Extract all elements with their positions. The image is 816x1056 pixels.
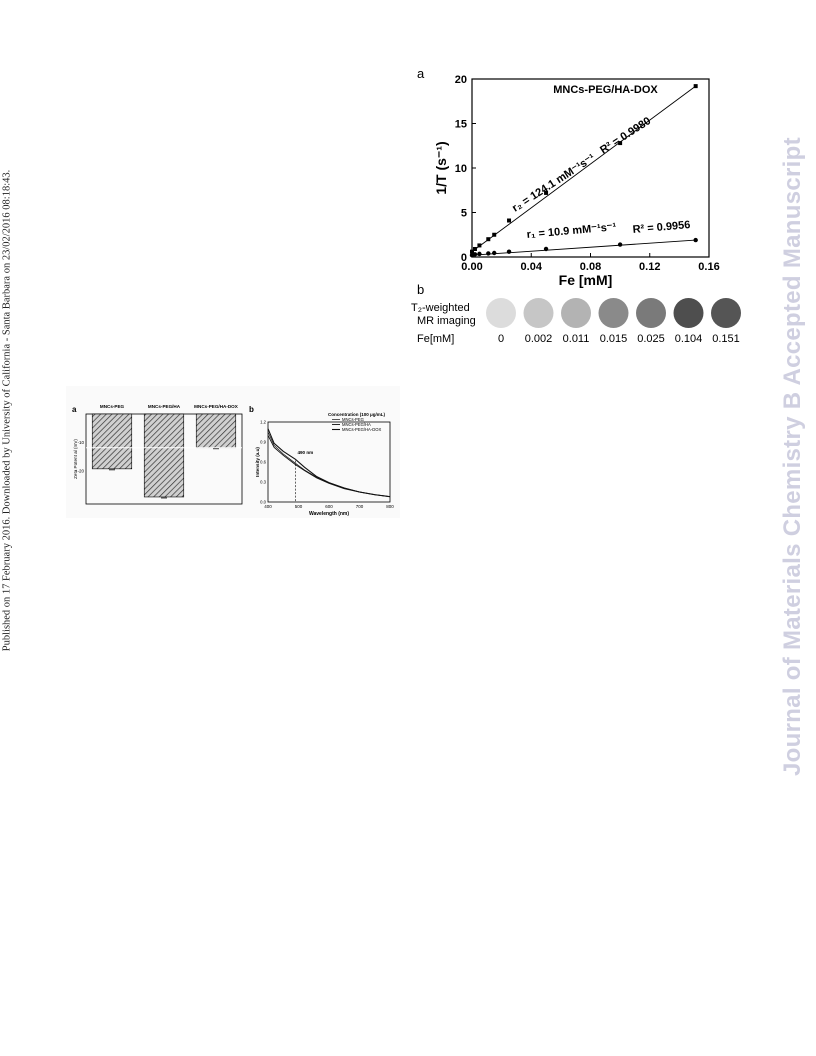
data-point-r1 (618, 242, 622, 246)
zeta-bar (92, 414, 132, 469)
x-tick-label: 0.04 (520, 261, 542, 273)
uv-x-tick-label: 700 (355, 504, 364, 509)
uv-x-axis-title: Wavelength (nm) (308, 511, 350, 517)
r1-annotation: r₁ = 10.9 mM⁻¹s⁻¹ (526, 221, 617, 241)
bottom-panel-a-label: a (72, 405, 77, 414)
swatch-fe-value: 0.011 (562, 333, 590, 345)
x-tick-label: 0.16 (698, 261, 720, 273)
uv-legend-title: Concentration (100 μg/mL) (328, 412, 386, 417)
y-tick-label: 15 (454, 118, 467, 131)
swatch-fe-value: 0.002 (524, 333, 553, 345)
data-point-r2 (694, 84, 698, 88)
data-point-r1 (473, 252, 477, 256)
bar-category-label: MNCs-PEG/HA-DOX (194, 404, 238, 409)
uv-y-tick-label: 0.6 (260, 459, 266, 465)
r2-r-squared: R² = 0.9980 (598, 114, 654, 157)
uv-x-tick-label: 500 (294, 504, 303, 509)
mr-swatch (674, 298, 704, 328)
data-point-r1 (544, 247, 548, 251)
data-point-r1 (492, 251, 496, 255)
x-axis-title: Fe [mM] (558, 272, 613, 288)
x-tick-label: 0.00 (461, 261, 483, 273)
data-point-r1 (486, 251, 490, 255)
relaxivity-figure (405, 60, 745, 360)
r1-r-squared: R² = 0.9956 (632, 218, 691, 236)
mr-imaging-label: MR imaging (417, 315, 476, 327)
swatch-fe-value: 0.104 (674, 333, 703, 345)
uv-legend-entry: MNCs-PEG/HA-DOX (342, 427, 382, 432)
relaxivity-chart (405, 60, 745, 360)
zeta-bar (144, 414, 184, 497)
uv-y-axis-title: Intensity (a.u) (255, 447, 260, 477)
mr-swatch (711, 298, 741, 328)
uv-y-tick-label: 0.9 (260, 439, 266, 445)
uv-490-annotation: 490 nm (297, 450, 314, 455)
bar-category-label: MNCs-PEG/HA (147, 404, 181, 409)
y-tick-label: 20 (454, 74, 467, 86)
data-point-r2 (486, 237, 490, 241)
swatch-fe-value: 0.015 (599, 333, 628, 345)
data-point-r2 (492, 233, 496, 237)
fe-mm-label: Fe[mM] (417, 333, 455, 345)
data-point-r1 (477, 252, 481, 256)
swatch-fe-value: 0.151 (712, 333, 740, 345)
uv-y-tick-label: 0.3 (260, 479, 266, 485)
data-point-r2 (507, 219, 511, 223)
mr-swatch (524, 298, 554, 328)
zeta-bar (196, 414, 236, 448)
uv-legend-entry: MNCs-PEG/HA (342, 422, 371, 427)
data-point-r2 (477, 243, 481, 247)
x-tick-label: 0.08 (579, 261, 602, 273)
y-tick-label: 10 (454, 163, 467, 175)
zeta-uv-figure (66, 386, 400, 518)
r2-annotation: r₂ = 124.1 mM⁻¹s⁻¹ (510, 152, 598, 215)
mr-swatch (561, 298, 591, 328)
y-tick-label: 0 (460, 252, 467, 264)
t2-weighted-label: T₂-weighted (411, 302, 470, 314)
uv-y-tick-label: 1.2 (260, 419, 266, 425)
bar-y-tick-label: -20 (77, 468, 84, 474)
uv-legend-entry: MNCs-PEG (342, 417, 364, 422)
bar-y-axis-title: Zeta Potent al (mV) (73, 439, 78, 479)
x-tick-label: 0.12 (639, 261, 661, 273)
bar-y-tick-label: -10 (77, 440, 84, 446)
bottom-panel-b-label: b (249, 405, 254, 414)
uv-x-tick-label: 600 (325, 504, 333, 509)
mr-swatch (636, 298, 666, 328)
data-point-r1 (693, 238, 697, 242)
uv-x-tick-label: 800 (386, 504, 394, 509)
y-tick-label: 5 (460, 207, 467, 220)
swatch-fe-value: 0.025 (637, 333, 665, 345)
data-point-r1 (507, 249, 511, 253)
panel-b-label: b (417, 282, 425, 297)
data-point-r2 (473, 247, 477, 251)
swatch-fe-value: 0 (497, 333, 505, 345)
fit-line-r1 (472, 240, 696, 255)
uv-x-tick-label: 400 (264, 504, 272, 509)
mr-swatch (599, 298, 629, 328)
chart-title: MNCs-PEG/HA-DOX (553, 84, 658, 96)
bar-category-label: MNCs-PEG (99, 404, 125, 409)
uv-y-tick-label: 0.0 (260, 499, 266, 505)
panel-a-label: a (417, 66, 425, 81)
mr-swatch (486, 298, 516, 328)
y-axis-title: 1/T (s⁻¹) (433, 141, 449, 195)
zeta-uv-chart (66, 386, 400, 518)
